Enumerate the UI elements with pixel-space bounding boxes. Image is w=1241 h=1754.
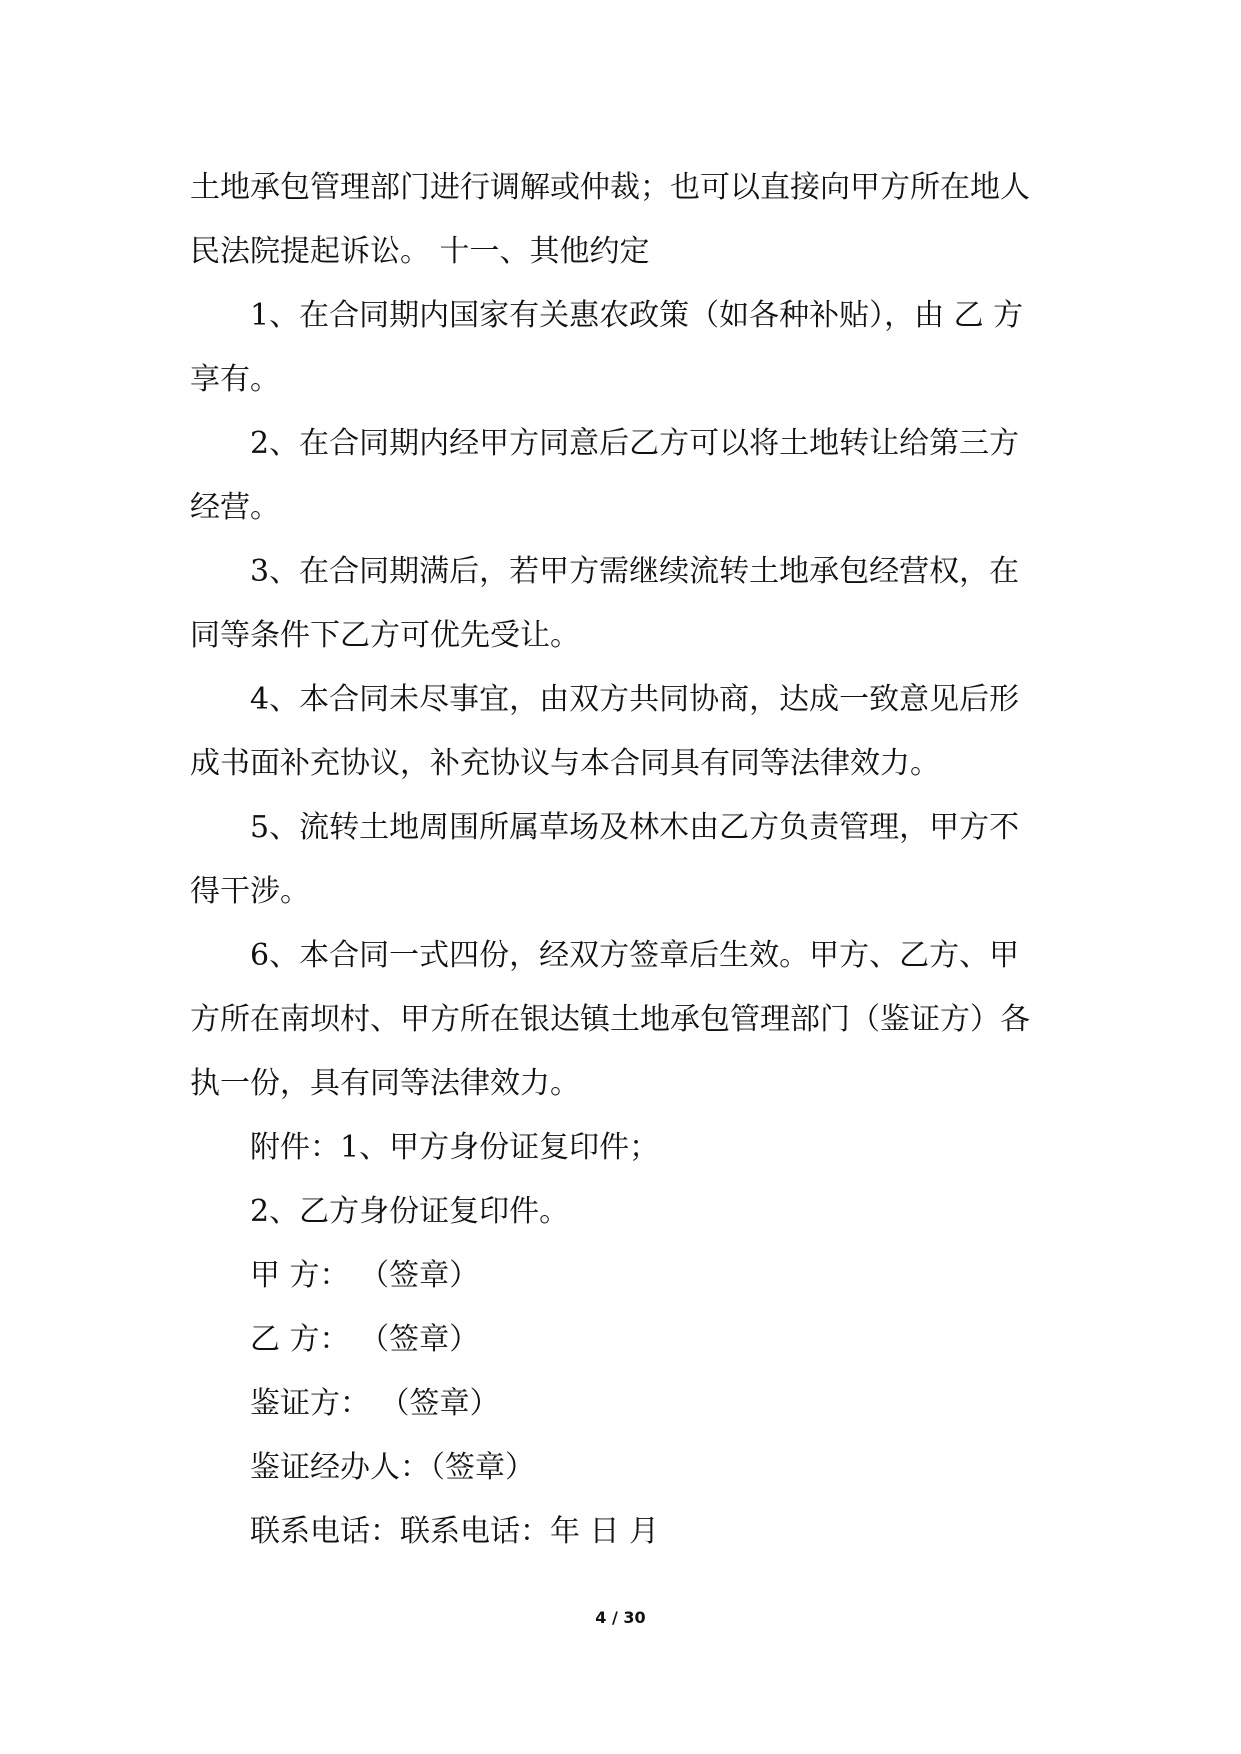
clause-4-line: 成书面补充协议，补充协议与本合同具有同等法律效力。 <box>190 746 940 781</box>
clause-4-line: 4、本合同未尽事宜，由双方共同协商，达成一致意见后形 <box>250 682 1020 717</box>
clause-5-line: 得干涉。 <box>190 874 310 909</box>
document-body <box>190 156 1060 1564</box>
clause-3-line: 同等条件下乙方可优先受让。 <box>190 618 580 653</box>
clause-6-line: 执一份，具有同等法律效力。 <box>190 1066 580 1101</box>
clause-3-line: 3、在合同期满后，若甲方需继续流转土地承包经营权，在 <box>250 554 1020 589</box>
clause-2-line: 2、在合同期内经甲方同意后乙方可以将土地转让给第三方 <box>250 426 1020 461</box>
signature-party-a: 甲 方： （签章） <box>250 1258 480 1293</box>
clause-6-line: 6、本合同一式四份，经双方签章后生效。甲方、乙方、甲 <box>250 938 1020 973</box>
signature-party-b: 乙 方： （签章） <box>250 1322 480 1357</box>
clause-2-line: 经营。 <box>190 490 280 525</box>
contact-phone-line: 联系电话：联系电话：年 日 月 <box>250 1514 660 1549</box>
attachment-line: 2、乙方身份证复印件。 <box>250 1194 570 1229</box>
clause-1-line: 享有。 <box>190 362 280 397</box>
clause-5-line: 5、流转土地周围所属草场及林木由乙方负责管理，甲方不 <box>250 810 1020 845</box>
text-line: 民法院提起诉讼。 十一、其他约定 <box>190 234 650 269</box>
signature-certifier: 鉴证方： （签章） <box>250 1386 500 1421</box>
attachment-line: 附件：1、甲方身份证复印件； <box>250 1130 660 1165</box>
clause-6-line: 方所在南坝村、甲方所在银达镇土地承包管理部门（鉴证方）各 <box>190 1002 1030 1037</box>
signature-certifier-handler: 鉴证经办人：（签章） <box>250 1450 535 1485</box>
text-line: 土地承包管理部门进行调解或仲裁；也可以直接向甲方所在地人 <box>190 170 1030 205</box>
clause-1-line: 1、在合同期内国家有关惠农政策（如各种补贴），由 乙 方 <box>250 298 1024 333</box>
page-number: 4 / 30 <box>595 1608 646 1627</box>
